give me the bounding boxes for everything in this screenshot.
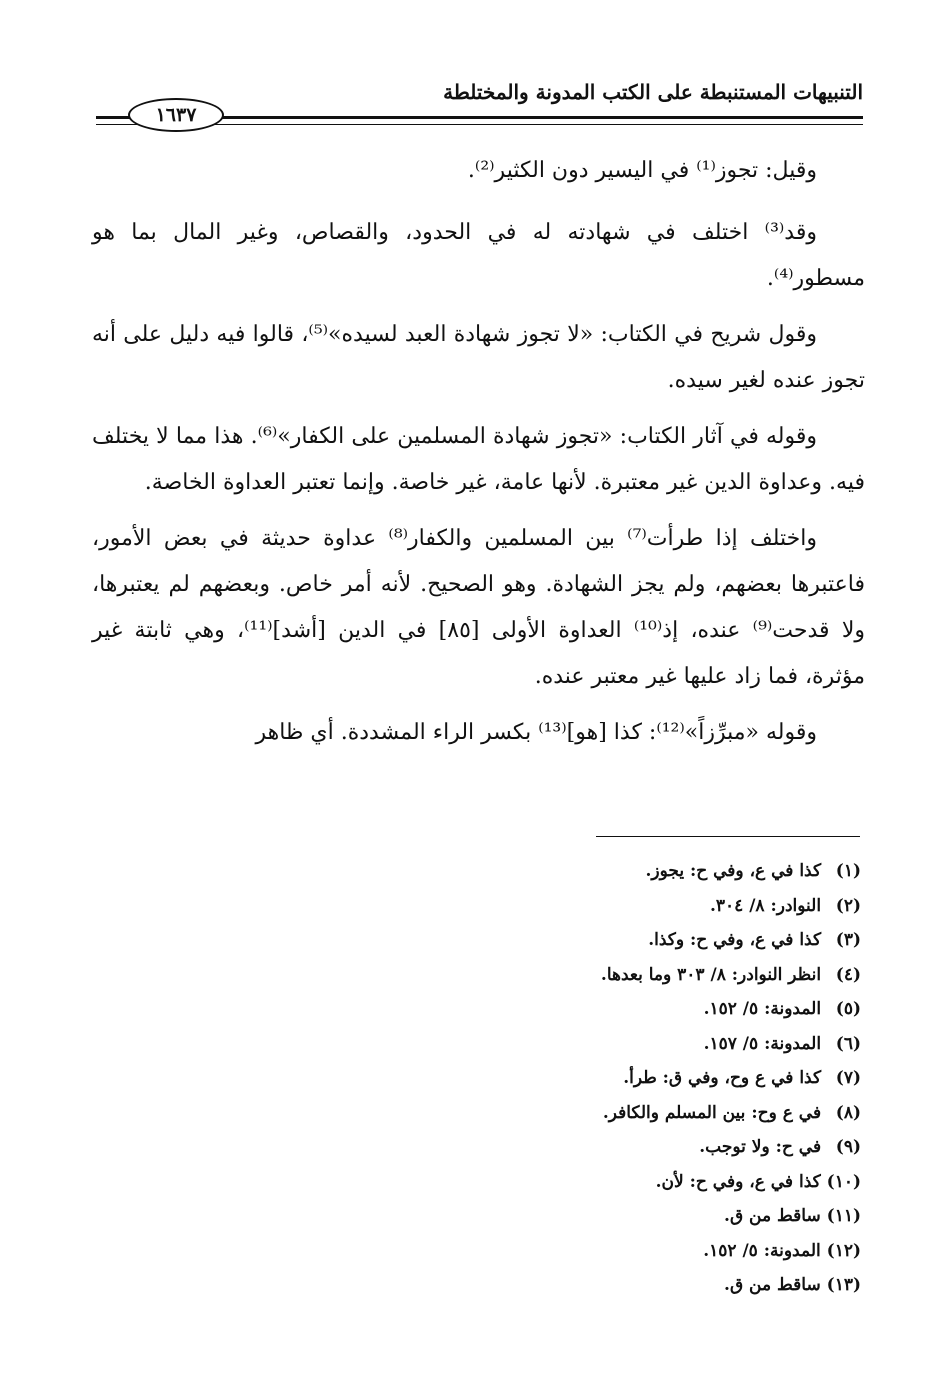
footnote (361, 889, 861, 924)
footnote-mark: (١٣) (826, 1275, 861, 1295)
footnote-mark: (٢) (835, 895, 861, 916)
paragraph: وقيل: تجوز⁽¹⁾ في اليسير دون الكثير⁽²⁾. (467, 158, 817, 183)
footnote (361, 1165, 861, 1200)
footnote (361, 923, 861, 958)
footnote-text: النوادر: ٨/ ٣٠٤. (709, 895, 822, 916)
footnote-mark: (١٠) (826, 1171, 861, 1192)
footnote-mark: (٦) (835, 1033, 861, 1054)
footnote-separator (596, 836, 860, 837)
footnote-text: المدونة: ٥/ ١٥٢. (703, 999, 822, 1019)
footnote (361, 992, 861, 1027)
footnote (361, 1268, 861, 1303)
footnote (361, 1096, 861, 1131)
footnote-text: المدونة: ٥/ ١٥٢. (703, 1240, 821, 1261)
footnote (361, 1199, 861, 1234)
footnote-text: المدونة: ٥/ ١٥٧. (703, 1033, 822, 1054)
footnote-text: انظر النوادر: ٨/ ٣٠٣ وما بعدها. (600, 964, 822, 985)
footnote-mark: (١١) (826, 1206, 861, 1226)
footnote-text: كذا في ع، وفي ح: لأن. (655, 1171, 821, 1192)
footnote (361, 1027, 861, 1062)
paragraph: واختلف إذا طرأت⁽⁷⁾ بين المسلمين والكفار⁽⁸⁾ عداوة حديثة في بعض الأمور، فاعتبرها بعضهم، ولم يجز الشهادة. وهو الصحيح. لأنه أمر خاص. وبعضهم لم يعتبرها، ولا قدحت⁽⁹⁾ عنده، إذ⁽¹⁰⁾ العداوة الأولى [٨٥] في الدين [أشد]⁽¹¹⁾، وهي ثابتة غير مؤثرة، فما زاد عليها غير معتبر عنده. (92, 526, 865, 689)
main-text (92, 148, 865, 766)
paragraph: وقد⁽³⁾ اختلف في شهادته له في الحدود، والقصاص، وغير المال بما هو مسطور⁽⁴⁾. (92, 220, 865, 291)
footnote-mark: (٤) (835, 964, 861, 985)
footnote (361, 1234, 861, 1269)
footnote-mark: (١٢) (826, 1240, 861, 1261)
footnote-mark: (٣) (835, 930, 861, 950)
footnote-text: كذا في ع، وفي ح: وكذا. (648, 930, 822, 950)
footnote (361, 1130, 861, 1165)
paragraph: وقوله «مبرِّزاً»⁽¹²⁾: كذا [هو]⁽¹³⁾ بكسر الراء المشددة. أي ظاهر (255, 720, 817, 745)
footnote-text: كذا في ع، وفي ح: يجوز. (645, 861, 822, 881)
footnote-mark: (٩) (835, 1137, 861, 1157)
footnote (361, 1061, 861, 1096)
footnote-text: في ع وح: بين المسلم والكافر. (602, 1102, 822, 1123)
footnote-mark: (٥) (835, 999, 861, 1019)
footnotes-list (361, 854, 861, 1303)
footnote-text: كذا في ع وح، وفي ق: طرأ. (623, 1068, 822, 1088)
footnote-mark: (١) (835, 861, 861, 881)
page-number: ١٦٣٧ (128, 98, 224, 132)
paragraph: وقول شريح في الكتاب: «لا تجوز شهادة العبد لسيده»⁽⁵⁾، قالوا فيه دليل على أنه تجوز عنده لغير سيده. (92, 322, 865, 393)
footnote-mark: (٨) (835, 1102, 861, 1123)
footnote-mark: (٧) (835, 1068, 861, 1088)
footnote (361, 854, 861, 889)
footnote-text: ساقط من ق. (724, 1206, 821, 1226)
footnote-text: في ح: ولا توجب. (699, 1137, 822, 1157)
footnote-text: ساقط من ق. (724, 1275, 821, 1295)
running-title: التنبيهات المستنبطة على الكتب المدونة والمختلطة (443, 80, 863, 104)
footnote (361, 958, 861, 993)
paragraph: وقوله في آثار الكتاب: «تجوز شهادة المسلمين على الكفار»⁽⁶⁾. هذا مما لا يختلف فيه. وعداوة الدين غير معتبرة. لأنها عامة، غير خاصة. وإنما تعتبر العداوة الخاصة. (92, 424, 865, 495)
